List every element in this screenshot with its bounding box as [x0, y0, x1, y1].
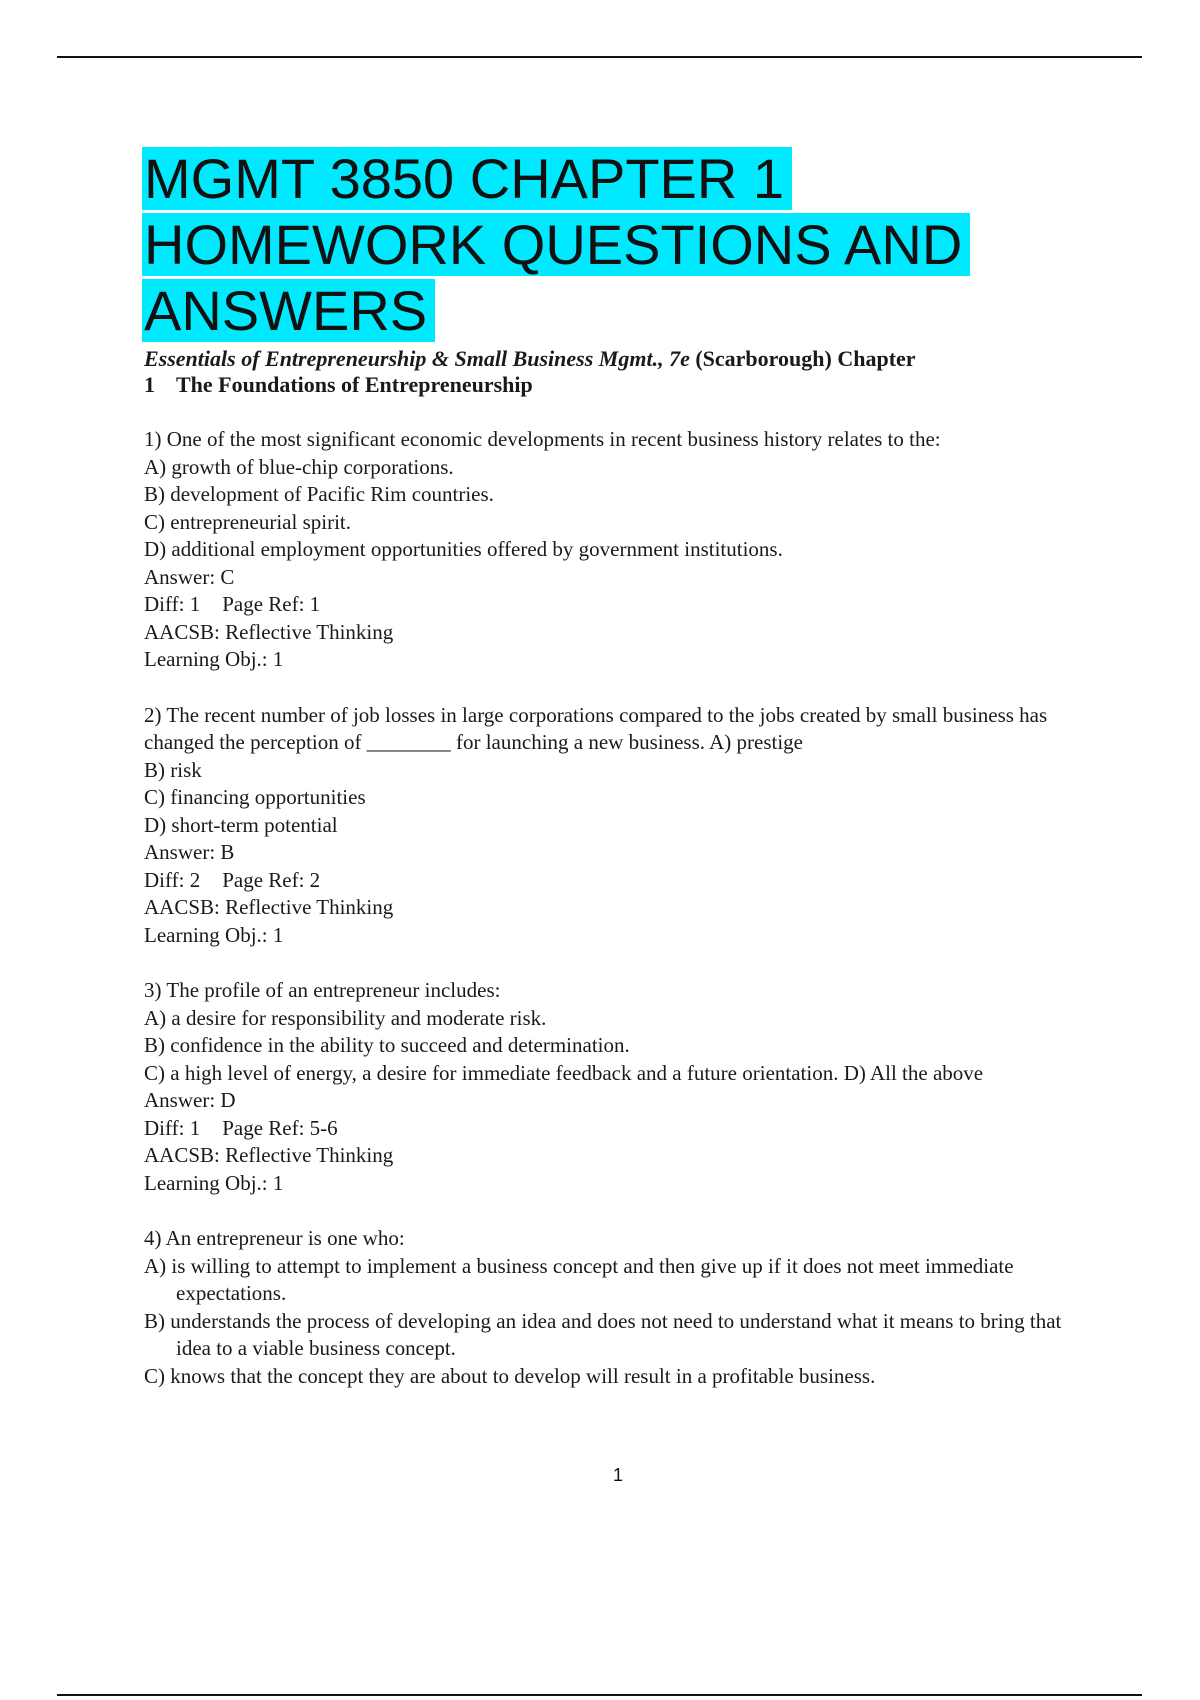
option-b: B) development of Pacific Rim countries. — [144, 482, 494, 506]
page-content — [144, 146, 1084, 1390]
document-title — [144, 146, 1084, 344]
answer: Answer: B — [144, 840, 235, 864]
difficulty: Diff: 1 — [144, 592, 201, 616]
title-line-3: ANSWERS — [142, 279, 435, 342]
option-b: B) confidence in the ability to succeed and determination. — [144, 1033, 630, 1057]
learning-objective: Learning Obj.: 1 — [144, 1170, 284, 1195]
option-a: A) growth of blue-chip corporations. — [144, 454, 454, 479]
header-rule — [57, 56, 1142, 58]
chapter-line — [144, 372, 1084, 398]
aacsb: AACSB: Reflective Thinking — [144, 619, 394, 644]
question-2 — [144, 702, 1084, 950]
option-c: C) knows that the concept they are about to develop will result in a profitable business. — [144, 1363, 876, 1388]
page-ref: Page Ref: 2 — [222, 867, 321, 892]
footer-rule — [57, 1694, 1142, 1696]
difficulty-line — [144, 591, 1084, 619]
question-3 — [144, 977, 1084, 1197]
option-d: D) additional employment opportunities offered by government institutions. — [144, 537, 783, 561]
answer: Answer: C — [144, 564, 235, 589]
aacsb: AACSB: Reflective Thinking — [144, 1143, 394, 1167]
difficulty: Diff: 2 — [144, 867, 201, 892]
answer: Answer: D — [144, 1088, 236, 1112]
question-stem: 4) An entrepreneur is one who: — [144, 1226, 405, 1250]
difficulty: Diff: 1 — [144, 1115, 201, 1140]
option-c: C) financing opportunities — [144, 785, 366, 809]
option-b: B) risk — [144, 757, 202, 782]
option-c: C) a high level of energy, a desire for immediate feedback and a future orientation. D) All the above — [144, 1060, 984, 1085]
title-line-1: MGMT 3850 CHAPTER 1 — [142, 147, 792, 210]
aacsb: AACSB: Reflective Thinking — [144, 895, 394, 919]
question-stem: 3) The profile of an entrepreneur includes: — [144, 978, 501, 1002]
difficulty-line — [144, 1115, 1084, 1143]
chapter-title: The Foundations of Entrepreneurship — [176, 372, 533, 397]
title-line-2: HOMEWORK QUESTIONS AND — [142, 213, 970, 276]
difficulty-line — [144, 867, 1084, 895]
option-c: C) entrepreneurial spirit. — [144, 509, 352, 534]
book-author: (Scarborough) Chapter — [695, 346, 916, 371]
option-d: D) short-term potential — [144, 812, 338, 837]
option-a: A) is willing to attempt to implement a business concept and then give up if it does not meet immediate expectations. — [144, 1253, 1014, 1305]
option-b: B) understands the process of developing an idea and does not need to understand what it means to bring that idea to a viable business concept. — [144, 1308, 1062, 1360]
question-stem: 1) One of the most significant economic developments in recent business history relates to the: — [144, 427, 941, 451]
chapter-number: 1 — [144, 372, 155, 397]
page-ref: Page Ref: 5-6 — [222, 1115, 338, 1140]
page-number: 1 — [612, 1465, 623, 1485]
learning-objective: Learning Obj.: 1 — [144, 647, 284, 671]
question-1 — [144, 426, 1084, 674]
learning-objective: Learning Obj.: 1 — [144, 922, 284, 947]
page-ref: Page Ref: 1 — [222, 592, 321, 616]
document-subtitle — [144, 346, 1084, 398]
option-a: A) a desire for responsibility and moderate risk. — [144, 1005, 547, 1030]
question-4 — [144, 1225, 1084, 1390]
book-title: Essentials of Entrepreneurship & Small Business Mgmt., 7e — [144, 346, 690, 371]
question-stem: 2) The recent number of job losses in large corporations compared to the jobs created by small business has changed the perception of ________ for launching a new business. A) prestige — [144, 702, 1048, 754]
